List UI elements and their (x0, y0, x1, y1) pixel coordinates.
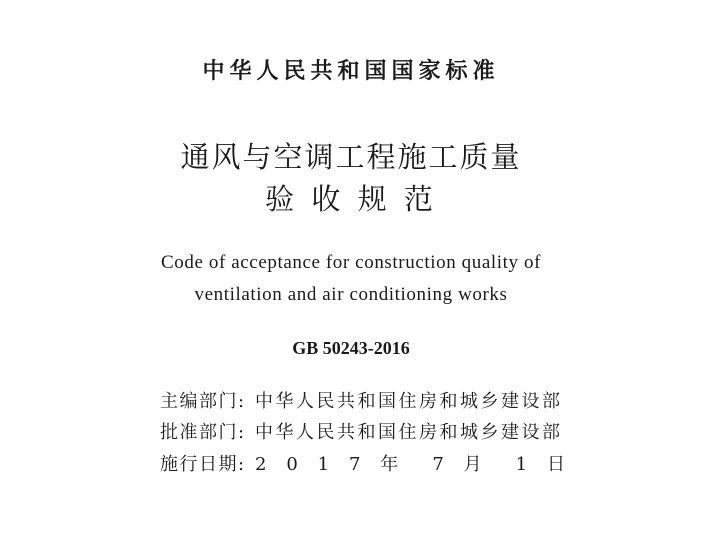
approval-department-value: 中华人民共和国住房和城乡建设部 (255, 422, 563, 443)
title-english-line-1: Code of acceptance for construction quality of (160, 252, 542, 273)
approval-department-label: 批准部门: (160, 422, 246, 443)
title-english-line-2: ventilation and air conditioning works (194, 284, 508, 305)
chief-editor-department-row (160, 390, 570, 414)
chief-editor-department-value: 中华人民共和国住房和城乡建设部 (255, 391, 563, 412)
standard-code: GB 50243-2016 (292, 338, 410, 358)
standard-type-heading: 中华人民共和国国家标准 (202, 59, 500, 84)
title-chinese-line-1: 通风与空调工程施工质量 (180, 140, 522, 174)
chief-editor-department-label: 主编部门: (160, 391, 246, 412)
effective-date-value: 2 0 1 7 年 7 月 1 日 (255, 454, 565, 475)
approval-department-row (160, 421, 570, 445)
effective-date-row (160, 453, 570, 477)
effective-date-label: 施行日期: (160, 454, 246, 475)
title-chinese-line-2: 验 收 规 范 (265, 182, 437, 216)
